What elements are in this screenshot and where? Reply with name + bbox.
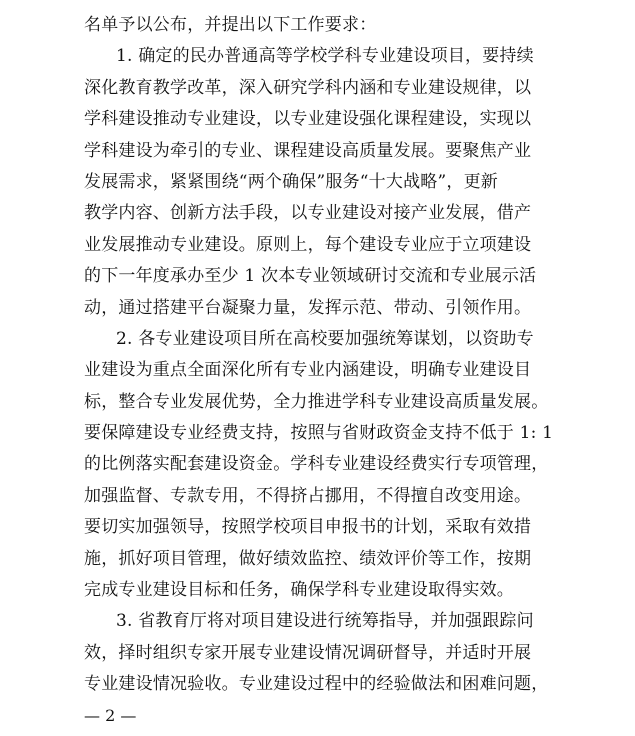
text-line: 专业建设情况验收。专业建设过程中的经验做法和困难问题， — [84, 674, 549, 695]
text-line: 发展需求，紧紧围绕“两个确保”服务“十大战略”，更新 — [84, 171, 498, 192]
text-line: 学科建设为牵引的专业、课程建设高质量发展。要聚焦产业 — [84, 140, 532, 161]
document-body — [84, 10, 554, 701]
text-line: 名单予以公布，并提出以下工作要求： — [84, 15, 377, 35]
page-number: — 2 — — [84, 706, 137, 725]
text-line: 要切实加强领导，按照学校项目申报书的计划，采取有效措 — [84, 517, 532, 538]
text-line: 的比例落实配套建设资金。学科专业建设经费实行专项管理， — [84, 454, 549, 475]
text-line: 教学内容、创新方法手段，以专业建设对接产业发展，借产 — [84, 203, 532, 224]
text-line: 1. 确定的民办普通高等学校学科专业建设项目，要持续 — [116, 46, 534, 67]
text-line: 学科建设推动专业建设，以专业建设强化课程建设，实现以 — [84, 109, 532, 130]
text-line: 业建设为重点全面深化所有专业内涵建设，明确专业建设目 — [84, 360, 532, 381]
text-line: 2. 各专业建设项目所在高校要加强统筹谋划，以资助专 — [116, 328, 534, 349]
text-line: 施，抓好项目管理，做好绩效监控、绩效评价等工作，按期 — [84, 548, 532, 569]
text-line: 效，择时组织专家开展专业建设情况调研督导，并适时开展 — [84, 642, 532, 663]
text-line: 完成专业建设目标和任务，确保学科专业建设取得实效。 — [84, 580, 514, 601]
text-line: 深化教育教学改革，深入研究学科内涵和专业建设规律，以 — [84, 77, 532, 98]
text-line: 标，整合专业发展优势，全力推进学科专业建设高质量发展。 — [84, 391, 549, 412]
text-line: 3. 省教育厅将对项目建设进行统筹指导，并加强跟踪问 — [116, 611, 534, 632]
text-line: 业发展推动专业建设。原则上，每个建设专业应于立项建设 — [84, 234, 532, 255]
text-line: 动，通过搭建平台凝聚力量，发挥示范、带动、引领作用。 — [84, 297, 532, 318]
text-line: 的下一年度承办至少 1 次本专业领域研讨交流和专业展示活 — [84, 266, 537, 287]
text-line: 加强监督、专款专用，不得挤占挪用，不得擅自改变用途。 — [84, 485, 532, 506]
text-line: 要保障建设专业经费支持，按照与省财政资金支持不低于 1: 1 — [84, 423, 554, 444]
